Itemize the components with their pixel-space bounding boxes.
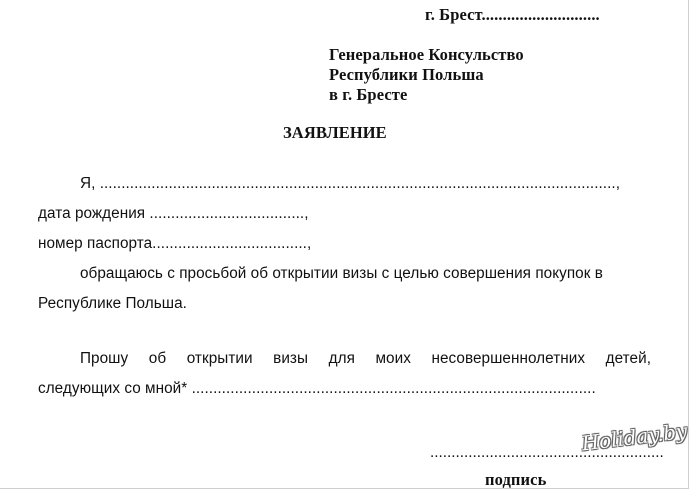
request-line-1: обращаюсь с просьбой об открытии визы с целью совершения покупок в: [80, 265, 603, 282]
signature-dots: .......................................................: [430, 444, 664, 461]
applicant-name-line: Я, ........................................................................................................................,: [80, 175, 620, 192]
passport-number-line: номер паспорта....................................,: [38, 235, 312, 252]
holiday-watermark: Holiday.by: [580, 418, 689, 456]
children-request-line-1: Прошу об открытии визы для моих несовершеннолетних детей,: [80, 350, 651, 367]
recipient-line-3: в г. Бресте: [329, 85, 408, 104]
recipient-line-2: Республики Польша: [329, 65, 484, 84]
recipient-line-1: Генеральное Консульство: [329, 45, 524, 64]
children-request-line-2: следующих со мной* ..............................................................................................: [38, 380, 596, 397]
document-heading: ЗАЯВЛЕНИЕ: [283, 123, 387, 142]
place-line: г. Брест............................: [425, 5, 600, 24]
request-line-2: Республике Польша.: [38, 295, 187, 312]
birth-date-line: дата рождения ....................................,: [38, 205, 309, 222]
signature-label: подпись: [485, 470, 547, 489]
